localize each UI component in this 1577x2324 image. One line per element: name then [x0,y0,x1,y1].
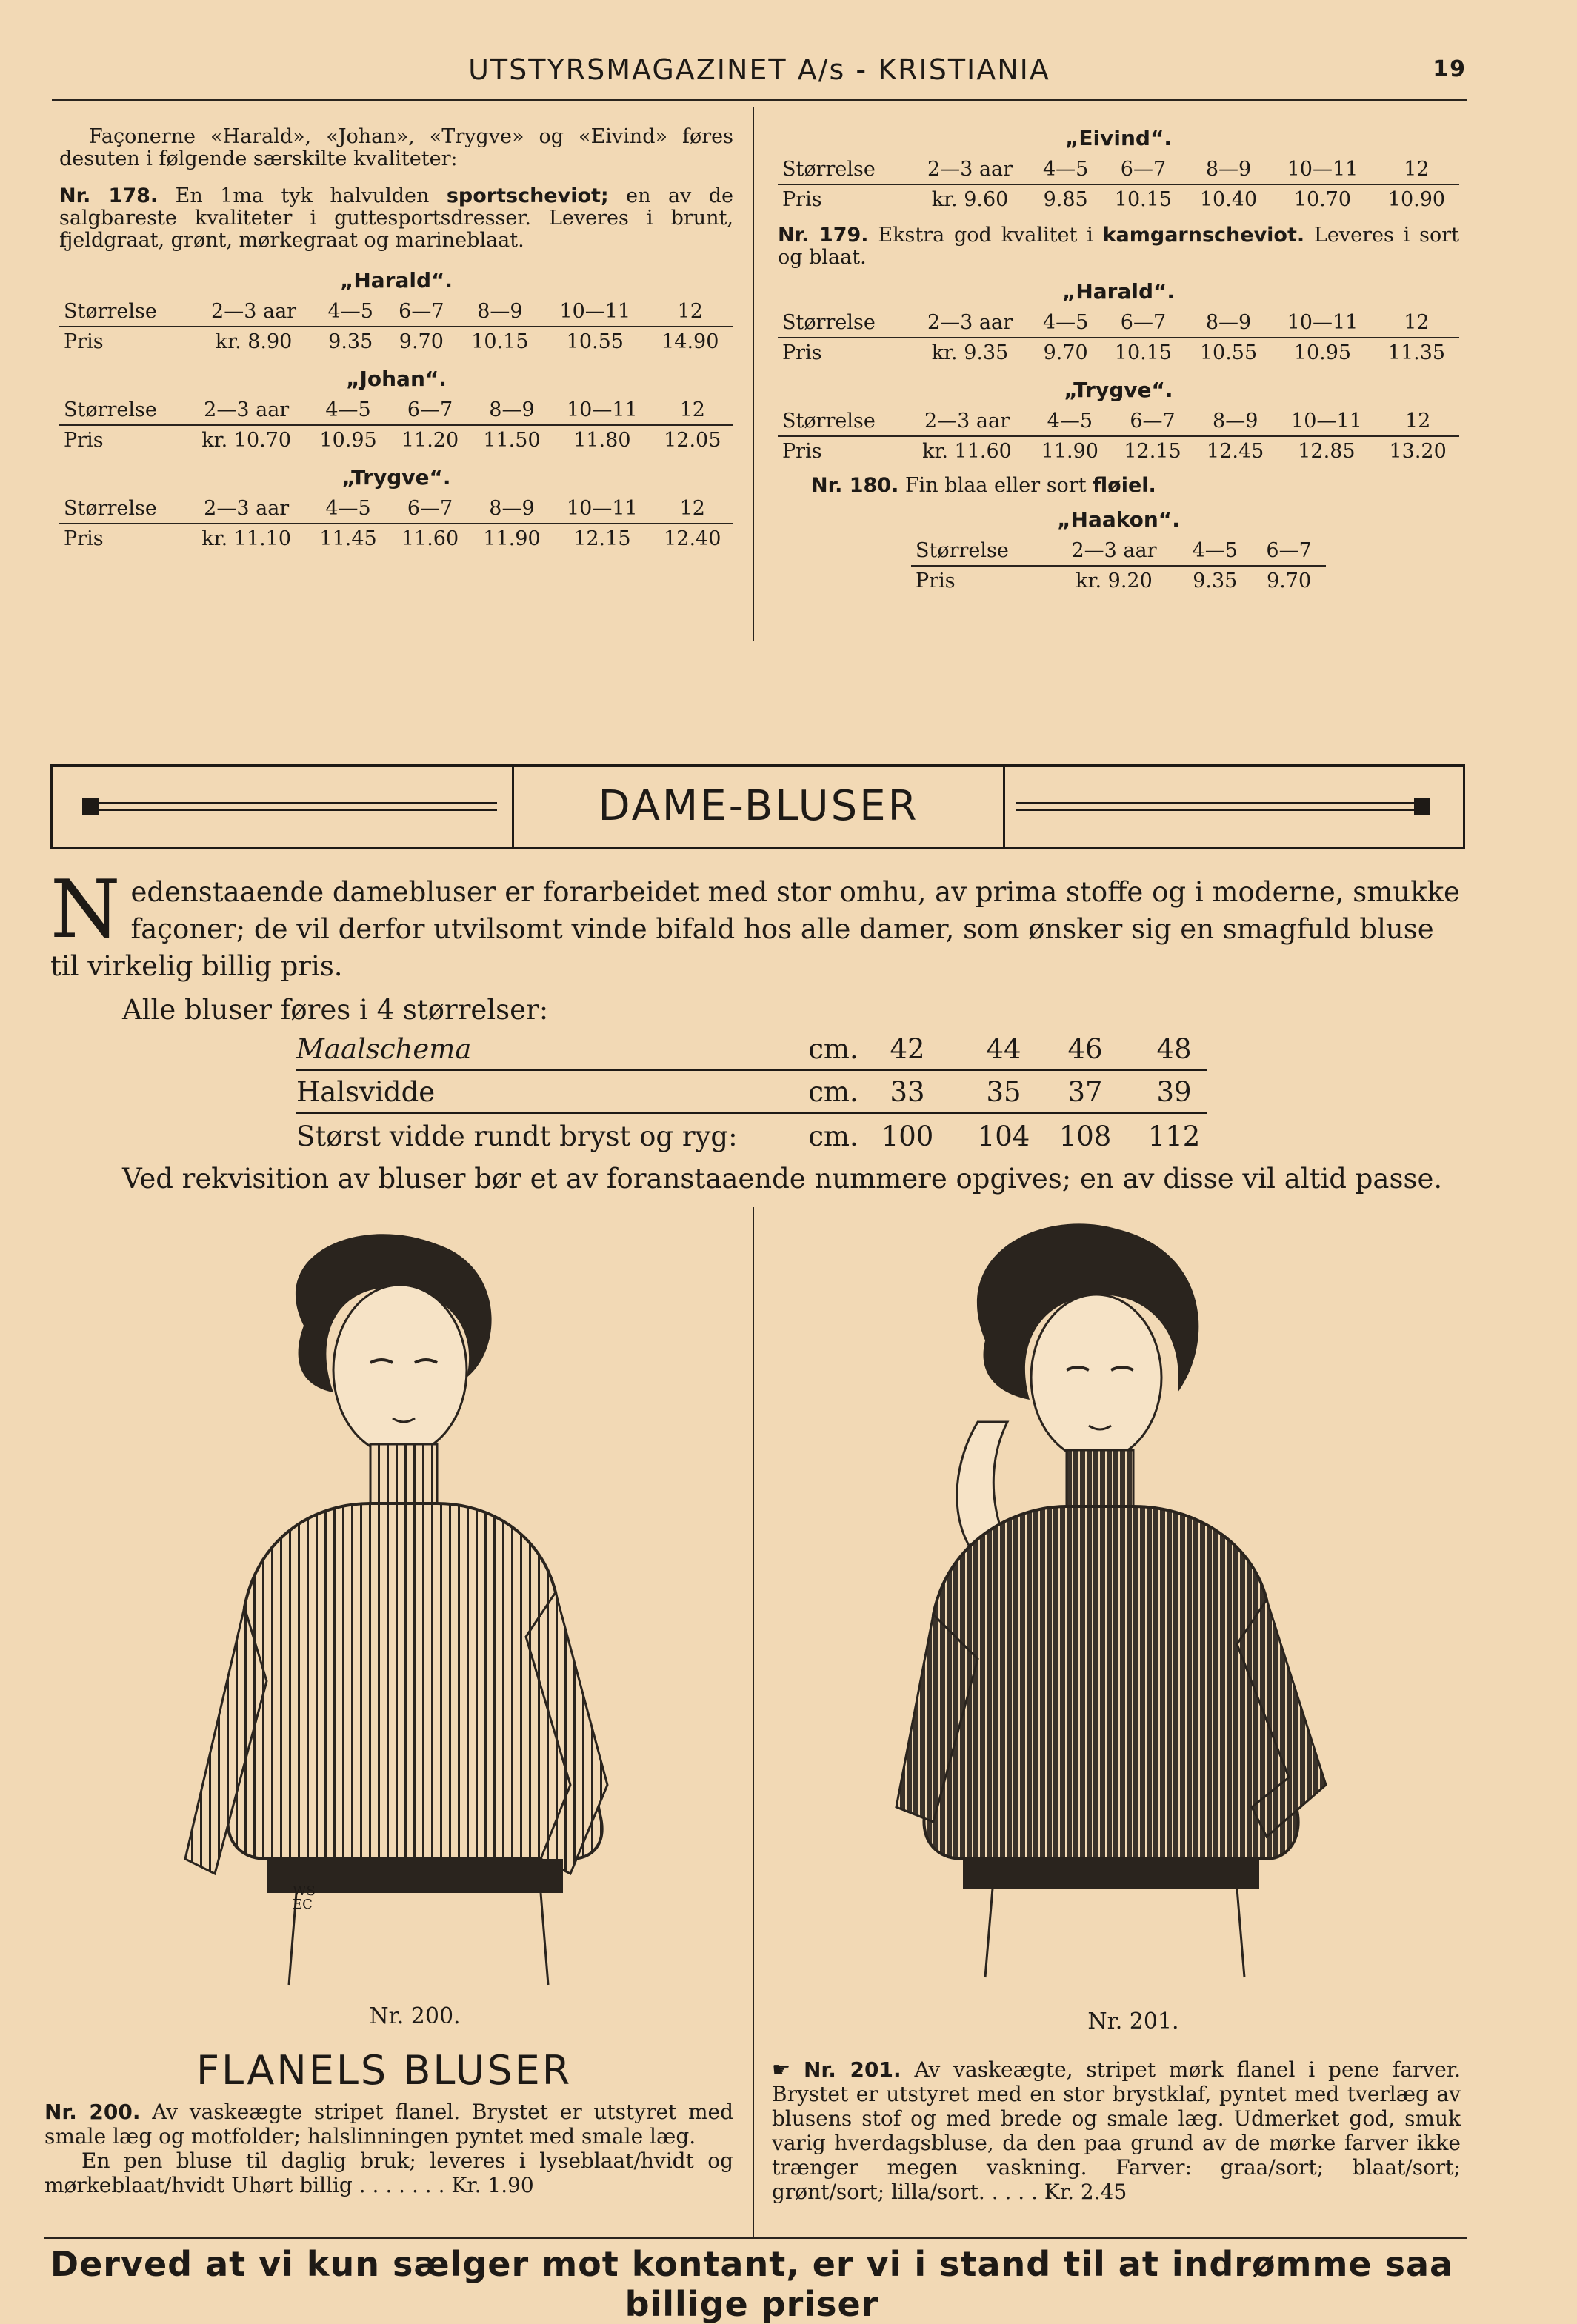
size-cell: 4—5 [1030,155,1101,184]
size-label: Størrelse [59,395,186,425]
size-cell: 6—7 [1101,155,1186,184]
price-table [911,536,1326,595]
measure-value: 46 [1067,1033,1103,1065]
price-table [778,308,1459,367]
measure-unit: cm. [808,1076,858,1108]
price-row [59,524,733,553]
measure-value: 112 [1147,1121,1201,1152]
nr178-label: Nr. 178. [59,184,159,207]
size-cell: 2—3 aar [186,494,307,524]
price-cell: 11.50 [483,429,541,452]
price-row [59,425,733,455]
price-cell: 10.55 [566,330,624,353]
price-cell: 11.60 [401,527,459,550]
price-table-harald [59,268,733,356]
size-label: Størrelse [59,297,193,327]
price-cell: 13.20 [1389,440,1447,463]
price-table-haakon [778,507,1326,595]
price-table [59,395,733,455]
size-row [778,155,1459,184]
price-cell: 12.05 [664,429,721,452]
size-cell: 2—3 aar [905,407,1028,436]
measure-unit: cm. [808,1033,858,1065]
price-table-eivind [778,126,1459,214]
flanels-bluser-title: FLANELS BLUSER [196,2047,573,2094]
nr179-text-a: Ekstra god kvalitet i [878,224,1093,247]
measure-row [296,1117,1207,1157]
size-cell: 4—5 [307,494,389,524]
measure-label: Halsvidde [296,1076,436,1108]
banner-bar-end-right [1414,798,1430,815]
measure-row [296,1072,1207,1114]
nr180-label: Nr. 180. [811,474,899,497]
sizes-line: Alle bluser føres i 4 størrelser: [122,994,549,1026]
measure-label: Størst vidde rundt bryst og ryg: [296,1121,738,1152]
measure-value: 104 [977,1121,1030,1152]
price-cell: 11.90 [1041,440,1098,463]
price-cell: kr. 10.70 [201,429,292,452]
price-table [59,297,733,356]
size-cell: 12 [651,494,733,524]
size-cell: 10—11 [1271,308,1374,338]
intro-text [50,864,1465,985]
order-note: Ved rekvisition av bluser bør et av foranstaaende nummere opgives; en av disse vil altid passe. [122,1163,1443,1195]
price-cell: kr. 9.60 [931,188,1009,211]
size-row [911,536,1326,566]
measure-value: 37 [1067,1076,1103,1108]
nr179-label: Nr. 179. [778,224,869,247]
model-title: „Haakon“. [1057,507,1180,532]
section-banner [50,764,1465,849]
model-title: „Trygve“. [341,465,451,490]
intro-body: edenstaaende damebluser er forarbeidet med stor omhu, av prima stoffe og i moderne, smukke façoner; de vil derfor utvilsomt vinde bifald hos alle damer, som ønsker sig en smagfuld bluse til virkelig billig pris. [50,876,1460,982]
size-row [778,407,1459,436]
nr180-material: fløiel. [1093,474,1156,497]
size-row [59,395,733,425]
nr201-description [772,2057,1461,2204]
price-table [778,155,1459,214]
banner-bar-left [82,802,497,811]
price-label: Pris [64,330,104,353]
monogram: WS EC [293,1883,316,1912]
measure-value: 33 [890,1076,925,1108]
price-cell: 10.15 [471,330,529,353]
price-table [59,494,733,553]
price-label: Pris [64,527,104,550]
model-title: „Eivind“. [1065,126,1172,150]
nr200-description [44,2100,733,2197]
nr178-text-a: En 1ma tyk halvulden [175,184,430,207]
measure-value: 108 [1058,1121,1112,1152]
price-cell: kr. 8.90 [215,330,293,353]
model-title: „Trygve“. [1064,378,1173,402]
nr200-text2: En pen bluse til daglig bruk; leveres i lyseblaat/hvidt og mørkeblaat/hvidt Uhørt billig . . . . . . . Kr. 1.90 [44,2148,733,2197]
size-row [59,494,733,524]
column-divider [753,107,754,641]
size-cell: 2—3 aar [910,308,1031,338]
price-cell: 9.35 [328,330,373,353]
price-cell: 14.90 [661,330,719,353]
intro-paragraph: Façonerne «Harald», «Johan», «Trygve» og «Eivind» føres desuten i følgende særskilte kvaliteter: [59,125,733,170]
price-cell: 12.15 [573,527,631,550]
size-cell: 8—9 [1186,155,1271,184]
price-table-trygve-179 [778,378,1459,466]
size-cell: 6—7 [386,297,457,327]
price-cell: 10.70 [1293,188,1352,211]
price-table-trygve [59,465,733,553]
size-label: Størrelse [59,494,186,524]
size-cell: 6—7 [1101,308,1186,338]
drop-cap: N [50,864,121,956]
model-title: „Harald“. [339,268,453,293]
price-cell: 12.45 [1207,440,1264,463]
header-rule [52,99,1467,101]
nr180-text: Fin blaa eller sort [904,474,1087,497]
nr179-paragraph [778,224,1459,269]
measure-value: 39 [1156,1076,1192,1108]
price-cell: 10.15 [1114,188,1173,211]
nr178-paragraph [59,185,733,252]
nr178-material: sportscheviot; [446,184,609,207]
size-cell: 8—9 [471,395,553,425]
price-cell: 9.70 [1043,341,1088,364]
price-table-johan [59,367,733,455]
price-label: Pris [916,570,956,592]
size-cell: 12 [1374,308,1459,338]
price-cell: kr. 9.20 [1076,570,1153,592]
model-title: „Harald“. [1061,279,1176,304]
size-cell: 12 [1374,155,1459,184]
banner-bar-right [1016,802,1430,811]
measure-value: 35 [986,1076,1021,1108]
size-cell: 12 [1376,407,1459,436]
measure-value: 100 [881,1121,934,1152]
size-label: Størrelse [778,155,910,184]
price-cell: 10.40 [1199,188,1258,211]
nr200-text: Av vaskeægte stripet flanel. Brystet er utstyret med smale læg og motfolder; halslinningen pyntet med smale læg. [44,2100,733,2148]
caption-201: Nr. 201. [1087,2009,1179,2034]
size-label: Størrelse [778,308,910,338]
measure-value: 42 [890,1033,925,1065]
price-cell: 9.35 [1193,570,1238,592]
measure-value: 48 [1156,1033,1192,1065]
size-cell: 6—7 [389,494,470,524]
size-cell: 4—5 [1030,308,1101,338]
price-cell: 12.15 [1124,440,1181,463]
nr179-text-b: Leveres i sort og blaat. [778,224,1459,269]
size-cell: 8—9 [471,494,553,524]
left-column [59,126,733,553]
price-label: Pris [64,429,104,452]
page-header [52,53,1467,98]
size-cell: 2—3 aar [1050,536,1178,566]
price-cell: 11.80 [573,429,631,452]
price-cell: kr. 9.35 [931,341,1009,364]
price-table [778,407,1459,466]
lower-column-divider [753,1207,754,2237]
caption-200: Nr. 200. [369,2003,461,2029]
price-cell: 12.85 [1298,440,1356,463]
price-cell: 11.90 [483,527,541,550]
nr201-label: Nr. 201. [803,2057,901,2082]
size-label: Størrelse [911,536,1050,566]
price-cell: 9.70 [399,330,444,353]
size-cell: 8—9 [1186,308,1271,338]
price-label: Pris [782,341,822,364]
nr201-text: Av vaskeægte, stripet mørk flanel i pene farver. Brystet er utstyret med en stor brystklaf, pyntet med tverlæg av blusens stof og med brede og smale læg. Udmerket god, smuk varig hverdagsbluse, da den paa grund av de mørke farver ikke trænger megen vaskning. Farver: graa/sort; blaat/sort; grønt/sort; lilla/sort. . . . . Kr. 2.45 [772,2057,1461,2204]
size-cell: 12 [647,297,733,327]
nr180-paragraph [778,475,1459,497]
size-cell: 4—5 [307,395,389,425]
price-row [778,184,1459,214]
price-cell: 10.95 [1293,341,1352,364]
price-row [778,338,1459,367]
nr178-text-b: en av de salgbareste kvaliteter i guttesportsdresser. Leveres i brunt, fjeldgraat, grønt, mørkegraat og marineblaat. [59,184,733,252]
nr200-label: Nr. 200. [44,2100,141,2124]
size-cell: 4—5 [1028,407,1111,436]
size-cell: 10—11 [1271,155,1374,184]
size-cell: 2—3 aar [910,155,1031,184]
right-column [778,126,1459,595]
blouse-illustration-201 [852,1215,1363,1985]
price-cell: 11.20 [401,429,459,452]
size-label: Størrelse [778,407,905,436]
size-cell: 4—5 [1178,536,1252,566]
price-cell: kr. 11.10 [201,527,292,550]
header-title: UTSTYRSMAGAZINET A/s - KRISTIANIA [468,53,1050,86]
price-cell: 10.55 [1199,341,1258,364]
size-cell: 12 [651,395,733,425]
size-cell: 6—7 [1111,407,1194,436]
size-cell: 4—5 [315,297,386,327]
size-cell: 8—9 [457,297,543,327]
size-cell: 2—3 aar [186,395,307,425]
page-number: 19 [1433,56,1467,82]
price-cell: 10.90 [1387,188,1446,211]
price-cell: 12.40 [664,527,721,550]
price-cell: 9.85 [1043,188,1088,211]
price-row [778,436,1459,466]
size-cell: 8—9 [1194,407,1277,436]
size-row [778,308,1459,338]
hand-pointer-icon: ☛ [772,2057,791,2082]
price-cell: 11.45 [319,527,377,550]
price-row [59,327,733,356]
size-cell: 10—11 [553,395,651,425]
measure-row [296,1029,1207,1071]
size-cell: 6—7 [1252,536,1326,566]
size-cell: 10—11 [1277,407,1377,436]
price-cell: 9.70 [1267,570,1312,592]
price-row [911,566,1326,595]
size-cell: 2—3 aar [193,297,316,327]
price-cell: 10.15 [1114,341,1173,364]
size-cell: 10—11 [543,297,647,327]
size-cell: 10—11 [553,494,651,524]
price-label: Pris [782,440,822,463]
footer-rule [44,2237,1467,2239]
price-cell: 11.35 [1387,341,1446,364]
banner-bar-end-left [82,798,99,815]
model-title: „Johan“. [346,367,447,391]
price-label: Pris [782,188,822,211]
measure-value: 44 [986,1033,1021,1065]
price-table-harald-179 [778,279,1459,367]
blouse-illustration-200 [156,1222,667,1992]
measure-label: Maalschema [296,1033,472,1065]
price-cell: kr. 11.60 [922,440,1012,463]
footer-slogan: Derved at vi kun sælger mot kontant, er vi i stand til at indrømme saa billige priser [50,2244,1454,2324]
measure-unit: cm. [808,1121,858,1152]
price-cell: 10.95 [319,429,377,452]
size-cell: 6—7 [389,395,470,425]
banner-title: DAME-BLUSER [512,767,1005,847]
size-row [59,297,733,327]
nr179-material: kamgarnscheviot. [1102,224,1305,247]
